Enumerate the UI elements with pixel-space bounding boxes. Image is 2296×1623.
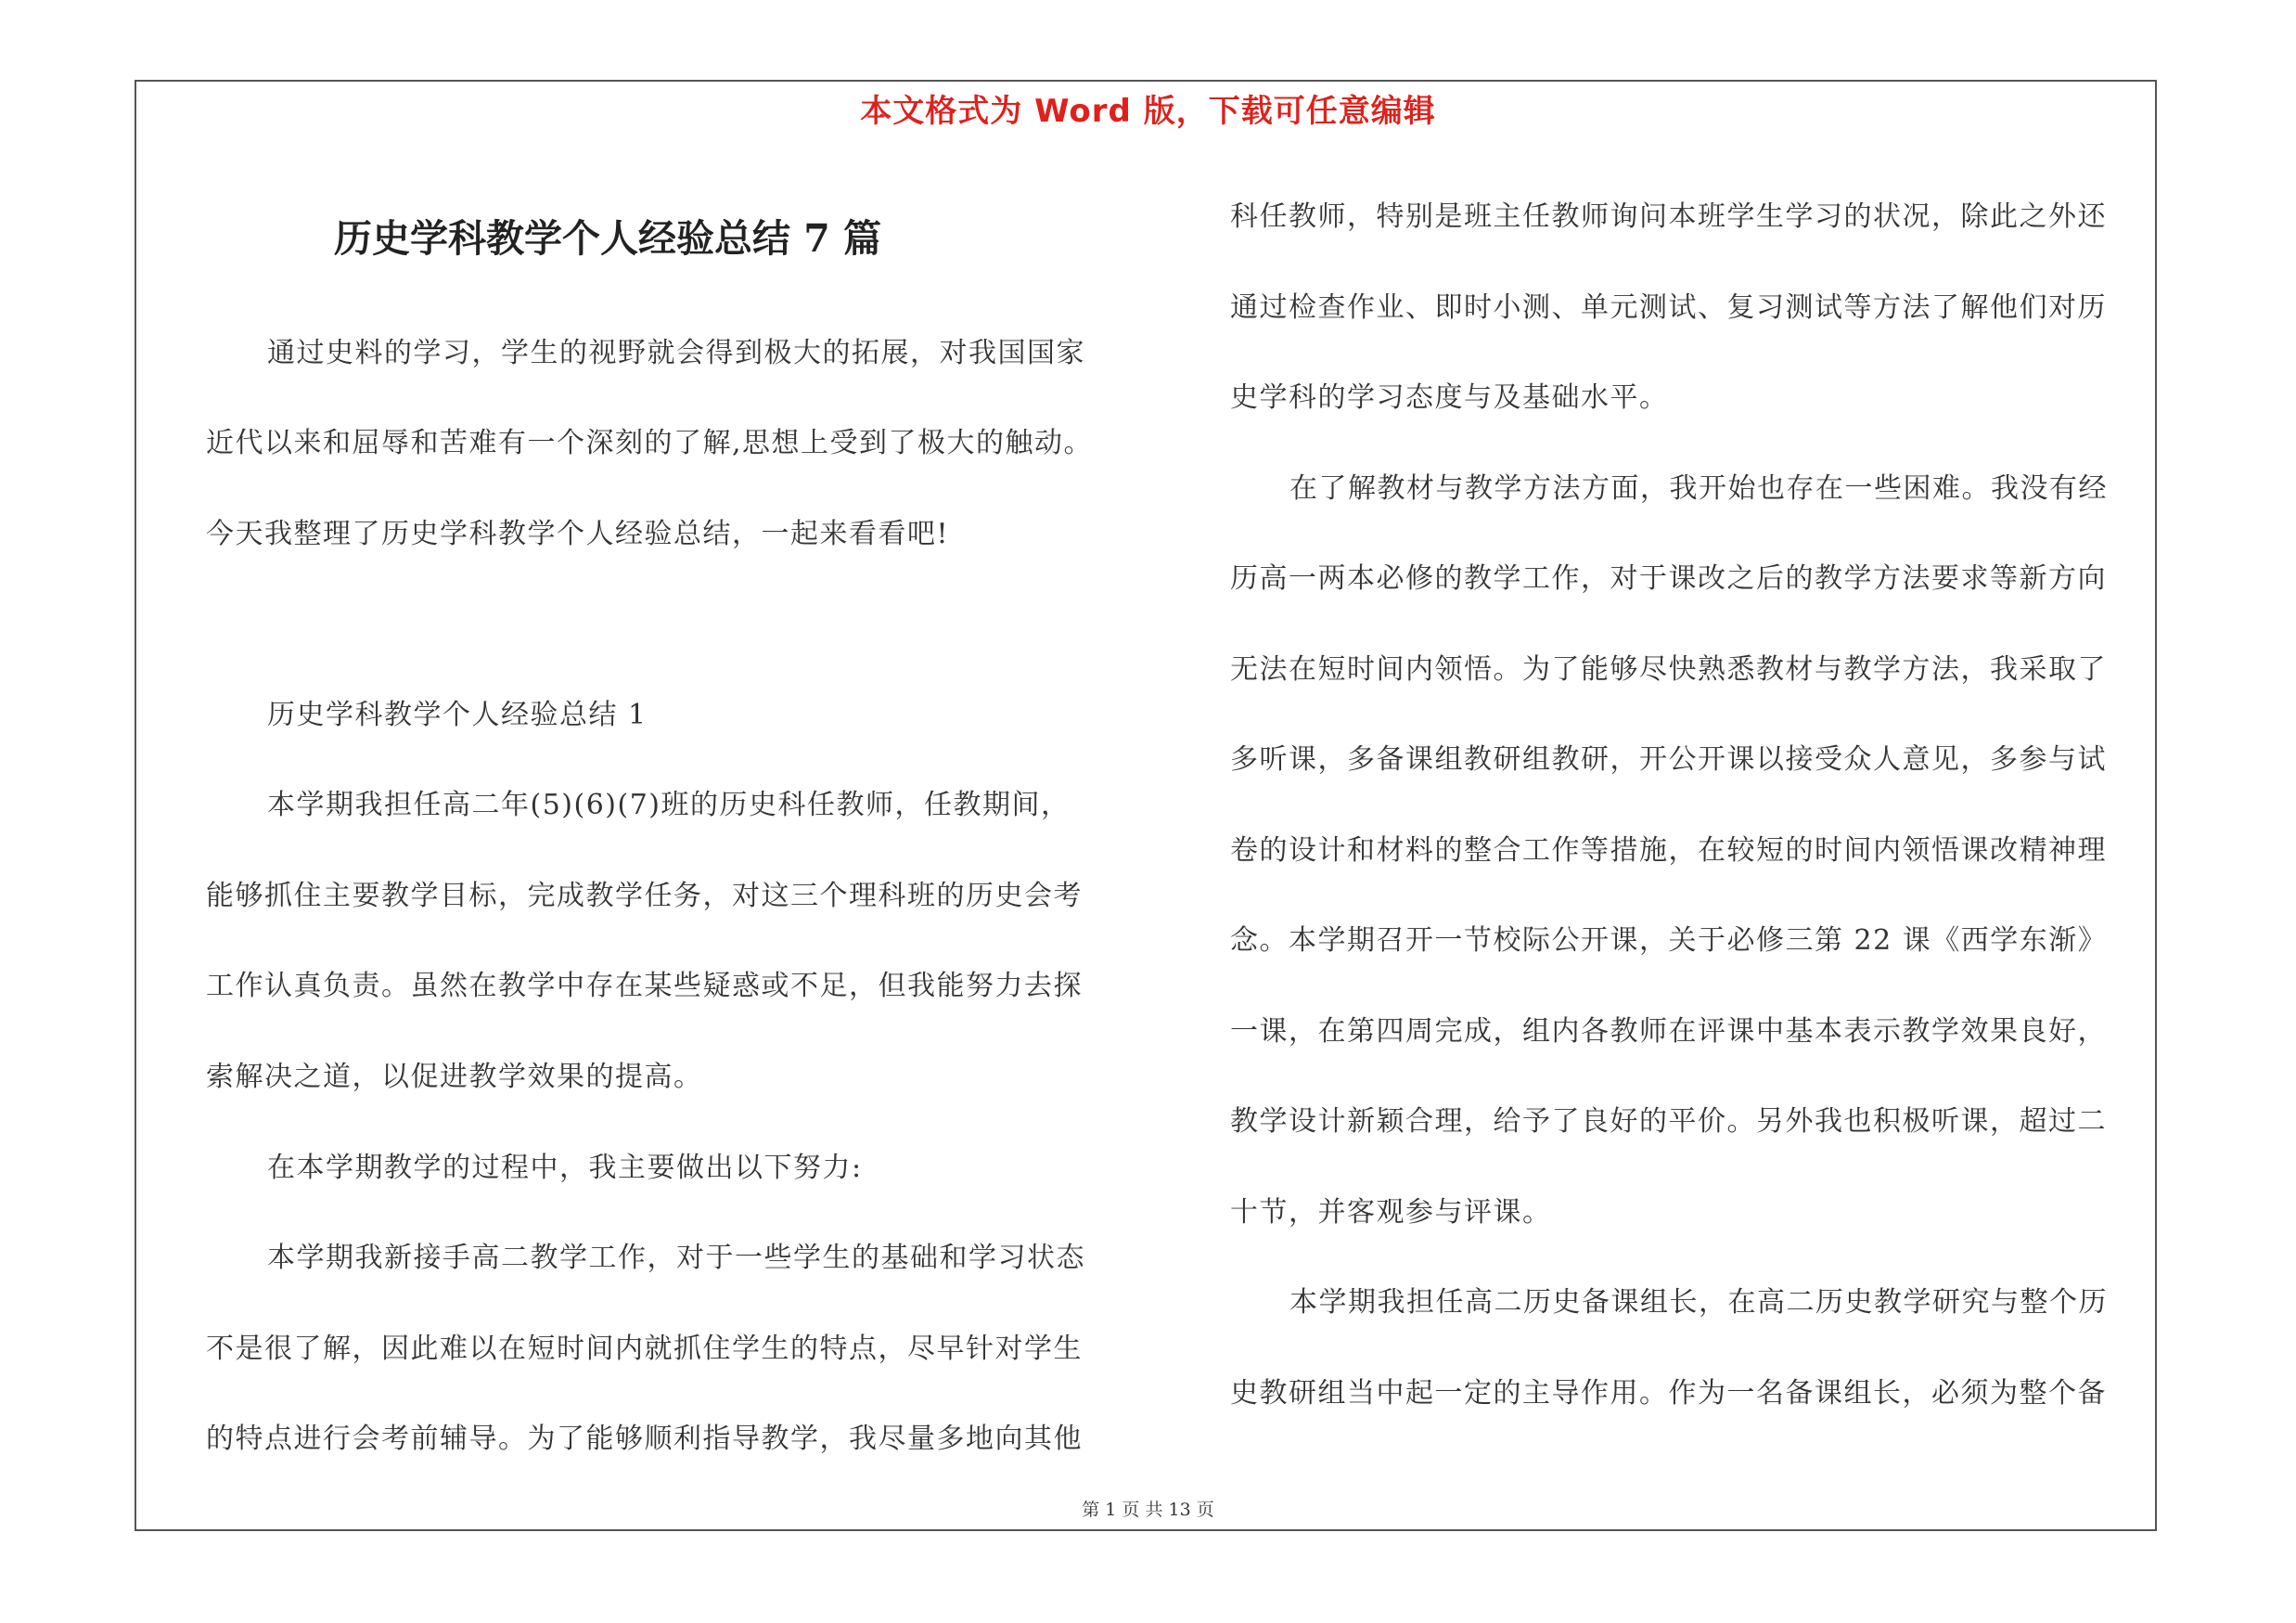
paragraph-line: 教学设计新颖合理，给予了良好的平价。另外我也积极听课，超过二 — [1230, 1105, 2107, 1138]
paragraph-line: 能够抓住主要教学目标，完成教学任务，对这三个理科班的历史会考 — [206, 880, 1083, 912]
paragraph-line: 近代以来和屈辱和苦难有一个深刻的了解,思想上受到了极大的触动。 — [206, 427, 1094, 459]
page-number: 第 1 页 共 13 页 — [1082, 1500, 1214, 1520]
paragraph-line: 通过史料的学习，学生的视野就会得到极大的拓展，对我国国家 — [267, 337, 1085, 369]
paragraph-line: 在本学期教学的过程中，我主要做出以下努力: — [267, 1152, 863, 1184]
paragraph-line: 的特点进行会考前辅导。为了能够顺利指导教学，我尽量多地向其他 — [206, 1423, 1083, 1455]
paragraph-line: 卷的设计和材料的整合工作等措施，在较短的时间内领悟课改精神理 — [1230, 834, 2107, 867]
paragraph-line: 科任教师，特别是班主任教师询问本班学生学习的状况，除此之外还 — [1230, 200, 2107, 233]
document-title: 历史学科教学个人经验总结 7 篇 — [334, 216, 882, 261]
section-heading: 历史学科教学个人经验总结 1 — [267, 699, 648, 731]
paragraph-line: 本学期我新接手高二教学工作，对于一些学生的基础和学习状态 — [267, 1242, 1085, 1274]
paragraph-line: 历高一两本必修的教学工作，对于课改之后的教学方法要求等新方向 — [1230, 562, 2107, 595]
paragraph-line: 一课，在第四周完成，组内各教师在评课中基本表示教学效果良好， — [1230, 1015, 2107, 1048]
paragraph-line: 多听课，多备课组教研组教研，开公开课以接受众人意见，多参与试 — [1230, 743, 2107, 776]
paragraph-line: 通过检查作业、即时小测、单元测试、复习测试等方法了解他们对历 — [1230, 291, 2107, 324]
paragraph-line: 念。本学期召开一节校际公开课，关于必修三第 22 课《西学东渐》 — [1230, 924, 2108, 957]
paragraph-line: 无法在短时间内领悟。为了能够尽快熟悉教材与教学方法，我采取了 — [1230, 653, 2107, 686]
paragraph-line: 史学科的学习态度与及基础水平。 — [1230, 381, 1669, 414]
paragraph-line: 今天我整理了历史学科教学个人经验总结，一起来看看吧! — [206, 518, 950, 550]
paragraph-line: 工作认真负责。虽然在教学中存在某些疑惑或不足，但我能努力去探 — [206, 970, 1083, 1002]
paragraph-line: 在了解教材与教学方法方面，我开始也存在一些困难。我没有经 — [1289, 472, 2108, 505]
paragraph-line: 本学期我担任高二年(5)(6)(7)班的历史科任教师，任教期间， — [267, 789, 1071, 821]
paragraph-line: 十节，并客观参与评课。 — [1230, 1196, 1552, 1229]
paragraph-line: 不是很了解，因此难以在短时间内就抓住学生的特点，尽早针对学生 — [206, 1333, 1083, 1365]
paragraph-line: 本学期我担任高二历史备课组长，在高二历史教学研究与整个历 — [1289, 1286, 2108, 1319]
format-banner: 本文格式为 Word 版，下载可任意编辑 — [860, 93, 1436, 130]
paragraph-line: 史教研组当中起一定的主导作用。作为一名备课组长，必须为整个备 — [1230, 1377, 2107, 1410]
paragraph-line: 索解决之道，以促进教学效果的提高。 — [206, 1061, 703, 1093]
